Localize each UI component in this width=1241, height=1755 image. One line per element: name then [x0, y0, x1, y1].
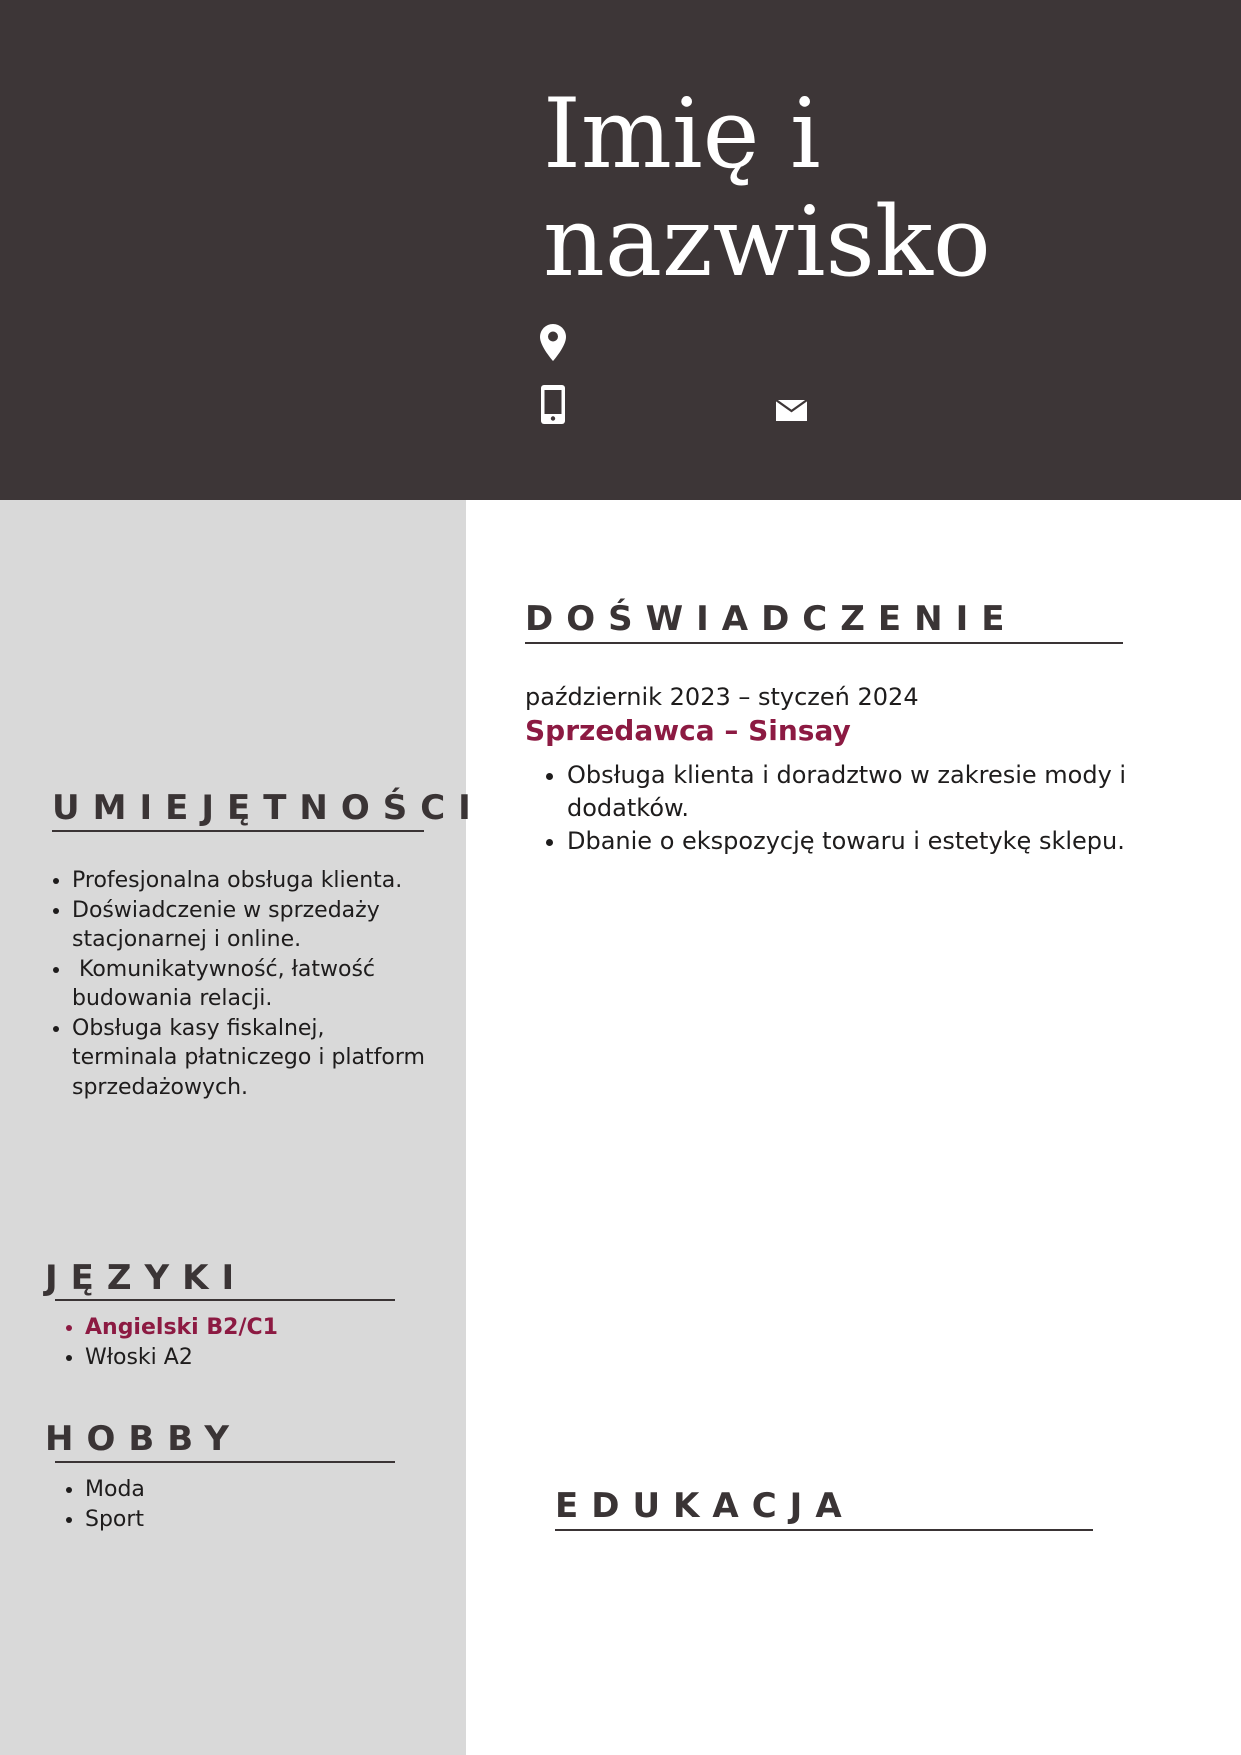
full-name [543, 80, 1143, 296]
education-divider [555, 1529, 1093, 1531]
skills-list [42, 866, 432, 1102]
name-line-1: Imię i [543, 78, 821, 190]
header [0, 0, 1241, 500]
duties-list [537, 759, 1127, 858]
languages-divider [55, 1299, 395, 1301]
skills-divider [52, 830, 424, 832]
list-item: • Sport [85, 1505, 425, 1535]
sidebar [0, 500, 466, 1755]
skills-heading: UMIEJĘTNOŚCI [52, 788, 484, 828]
location-pin-icon [540, 324, 566, 361]
list-item: • Doświadczenie w sprzedaży stacjonarnej i online. [72, 896, 432, 955]
list-item: • Angielski B2/C1 [85, 1313, 425, 1343]
list-item: • Obsługa klienta i doradztwo w zakresie mody i dodatków. [567, 759, 1127, 825]
education-heading: EDUKACJA [555, 1486, 855, 1526]
list-item: • Komunikatywność, łatwość budowania relacji. [72, 955, 432, 1014]
list-item: • Moda [85, 1475, 425, 1505]
job-title: Sprzedawca – Sinsay [525, 714, 851, 747]
languages-list [55, 1313, 425, 1373]
phone-icon [541, 385, 565, 424]
hobby-list [55, 1475, 425, 1535]
list-item: • Dbanie o ekspozycję towaru i estetykę sklepu. [567, 825, 1127, 858]
list-item: • Obsługa kasy fiskalnej, terminala płatniczego i platform sprzedażowych. [72, 1014, 432, 1103]
name-line-2: nazwisko [543, 186, 991, 298]
list-item: • Profesjonalna obsługa klienta. [72, 866, 432, 896]
experience-heading: DOŚWIADCZENIE [525, 599, 1018, 639]
hobby-divider [55, 1461, 395, 1463]
languages-heading: JĘZYKI [45, 1258, 248, 1298]
list-item: • Włoski A2 [85, 1343, 425, 1373]
mail-icon [776, 400, 807, 421]
experience-divider [525, 642, 1123, 644]
job-dates: październik 2023 – styczeń 2024 [525, 683, 919, 711]
hobby-heading: HOBBY [45, 1419, 242, 1459]
